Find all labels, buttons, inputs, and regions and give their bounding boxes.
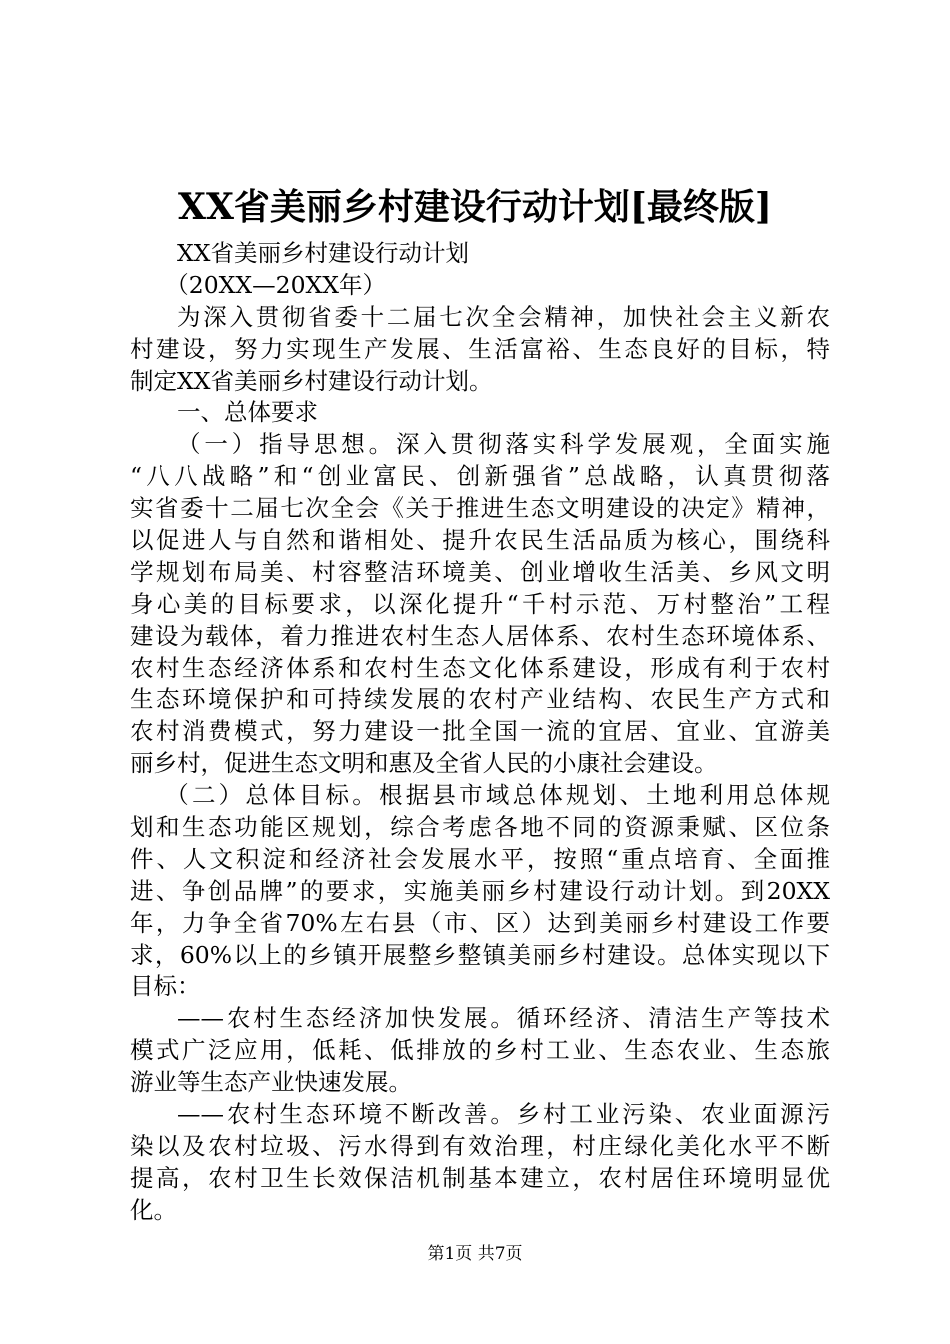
body-line: 农村生态经济体系和农村生态文化体系建设，形成有利于农村 (130, 653, 830, 682)
body-line: 模式广泛应用，低耗、低排放的乡村工业、生态农业、生态旅 (130, 1036, 830, 1065)
body-line: 年，力争全省70%左右县（市、区）达到美丽乡村建设工作要 (130, 908, 830, 937)
body-line: 进、争创品牌”的要求，实施美丽乡村建设行动计划。到20XX (130, 876, 830, 905)
body-line: 件、人文积淀和经济社会发展水平，按照“重点培育、全面推 (130, 844, 830, 873)
body-line: 制定XX省美丽乡村建设行动计划。 (130, 366, 493, 395)
body-line: 村建设，努力实现生产发展、生活富裕、生态良好的目标，特 (130, 334, 830, 363)
body-line: 化。 (130, 1195, 177, 1224)
body-line: 身心美的目标要求，以深化提升“千村示范、万村整治”工程 (130, 589, 830, 618)
body-line: 生态环境保护和可持续发展的农村产业结构、农民生产方式和 (130, 685, 830, 714)
body-line: ——农村生态经济加快发展。循环经济、清洁生产等技术 (177, 1004, 830, 1033)
body-line: （一）指导思想。深入贯彻落实科学发展观，全面实施 (177, 430, 830, 459)
body-line: 提高，农村卫生长效保洁机制基本建立，农村居住环境明显优 (130, 1163, 830, 1192)
document-title: XX省美丽乡村建设行动计划[最终版] (178, 186, 772, 228)
body-line: 目标： (130, 972, 201, 1001)
body-line: 求，60%以上的乡镇开展整乡整镇美丽乡村建设。总体实现以下 (130, 940, 830, 969)
body-line: 一、总体要求 (177, 398, 318, 427)
body-line: 实省委十二届七次全会《关于推进生态文明建设的决定》精神， (130, 494, 830, 523)
body-line: 建设为载体，着力推进农村生态人居体系、农村生态环境体系、 (130, 621, 830, 650)
body-line: 为深入贯彻省委十二届七次全会精神，加快社会主义新农 (177, 302, 830, 331)
body-line: （二）总体目标。根据县市域总体规划、土地利用总体规 (165, 781, 830, 810)
body-line: 划和生态功能区规划，综合考虑各地不同的资源秉赋、区位条 (130, 813, 830, 842)
body-line: 学规划布局美、村容整洁环境美、创业增收生活美、乡风文明 (130, 557, 830, 586)
body-line: 以促进人与自然和谐相处、提升农民生活品质为核心，围绕科 (130, 526, 830, 555)
body-line: ——农村生态环境不断改善。乡村工业污染、农业面源污 (177, 1100, 830, 1129)
document-body (130, 238, 830, 1227)
body-line: XX省美丽乡村建设行动计划 (177, 239, 469, 267)
body-line: 游业等生态产业快速发展。 (130, 1068, 412, 1097)
body-line: 染以及农村垃圾、污水得到有效治理，村庄绿化美化水平不断 (130, 1131, 830, 1160)
body-line: （20XX—20XX年） (165, 270, 386, 299)
body-line: 丽乡村，促进生态文明和惠及全省人民的小康社会建设。 (130, 749, 718, 778)
page-number-footer: 第1页 共7页 (427, 1244, 523, 1264)
body-line: “八八战略”和“创业富民、创新强省”总战略，认真贯彻落 (130, 462, 830, 491)
body-line: 农村消费模式，努力建设一批全国一流的宜居、宜业、宜游美 (130, 717, 830, 746)
